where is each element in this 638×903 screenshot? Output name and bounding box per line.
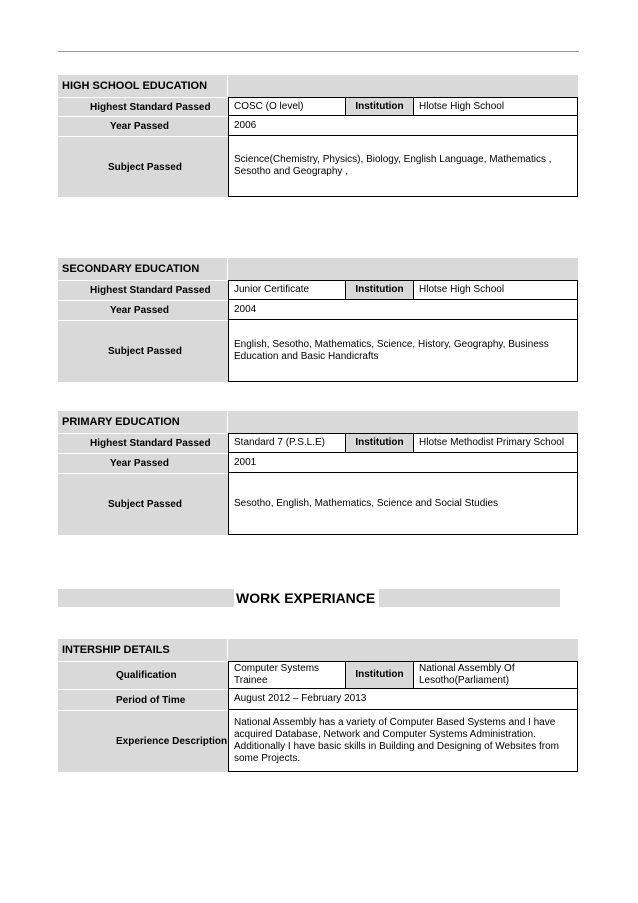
institution-label: Institution	[346, 281, 414, 299]
work-heading-bar	[58, 589, 560, 607]
primary-section	[58, 411, 578, 535]
internship-section	[58, 639, 578, 772]
highest-standard-row	[58, 280, 578, 300]
highest-standard-row	[58, 97, 578, 116]
year-passed-label: Year Passed	[58, 116, 228, 136]
secondary-section	[58, 258, 578, 382]
subject-passed-label: Subject Passed	[58, 136, 228, 197]
year-passed-value: 2006	[234, 119, 257, 131]
qualification-value: Computer Systems Trainee	[229, 662, 346, 688]
subject-passed-value: English, Sesotho, Mathematics, Science, History, Geography, Business Education and Basic Handicrafts	[234, 338, 549, 362]
subject-passed-value: Sesotho, English, Mathematics, Science and Social Studies	[234, 497, 499, 509]
institution-value: Hlotse High School	[419, 100, 505, 112]
highest-standard-label: Highest Standard Passed	[58, 97, 228, 116]
institution-label: Institution	[346, 98, 414, 115]
subject-passed-label: Subject Passed	[58, 320, 228, 382]
period-label: Period of Time	[58, 689, 228, 710]
experience-value: National Assembly has a variety of Computer Based Systems and I have acquired Database, Network and Computer Systems Administration. Additionally I have basic skills in Building and Designing of Websites from some Projects.	[234, 716, 559, 764]
highest-standard-label: Highest Standard Passed	[58, 280, 228, 300]
experience-row	[58, 710, 578, 772]
period-row	[58, 689, 578, 710]
qualification-row	[58, 661, 578, 689]
section-title: SECONDARY EDUCATION	[58, 258, 578, 280]
subject-passed-row	[58, 320, 578, 382]
subject-passed-value: Science(Chemistry, Physics), Biology, English Language, Mathematics , Sesotho and Geography ,	[234, 154, 552, 177]
subject-passed-row	[58, 136, 578, 197]
experience-label: Experience Description	[58, 710, 228, 772]
institution-value: Hlotse Methodist Primary School	[419, 437, 565, 448]
highest-standard-value: COSC (O level)	[229, 98, 346, 115]
work-heading: WORK EXPERIANCE	[234, 589, 379, 607]
highest-standard-row	[58, 433, 578, 453]
high-school-section	[58, 75, 578, 197]
section-title: INTERSHIP DETAILS	[58, 639, 578, 661]
institution-label: Institution	[346, 662, 414, 688]
year-passed-label: Year Passed	[58, 453, 228, 473]
section-title: HIGH SCHOOL EDUCATION	[58, 75, 578, 97]
year-passed-row	[58, 453, 578, 473]
institution-label: Institution	[346, 434, 414, 452]
year-passed-value: 2001	[234, 456, 257, 468]
qualification-label: Qualification	[58, 661, 228, 689]
period-value: August 2012 – February 2013	[234, 693, 367, 704]
highest-standard-value: Standard 7 (P.S.L.E)	[229, 434, 346, 452]
highest-standard-value: Junior Certificate	[229, 281, 346, 299]
year-passed-label: Year Passed	[58, 300, 228, 320]
top-divider	[58, 51, 579, 52]
year-passed-row	[58, 300, 578, 320]
year-passed-value: 2004	[234, 303, 257, 315]
section-title: PRIMARY EDUCATION	[58, 411, 578, 433]
institution-value: National Assembly Of Lesotho(Parliament)	[419, 663, 515, 686]
institution-value: Hlotse High School	[419, 284, 505, 295]
highest-standard-label: Highest Standard Passed	[58, 433, 228, 453]
subject-passed-row	[58, 473, 578, 535]
year-passed-row	[58, 116, 578, 136]
subject-passed-label: Subject Passed	[58, 473, 228, 535]
